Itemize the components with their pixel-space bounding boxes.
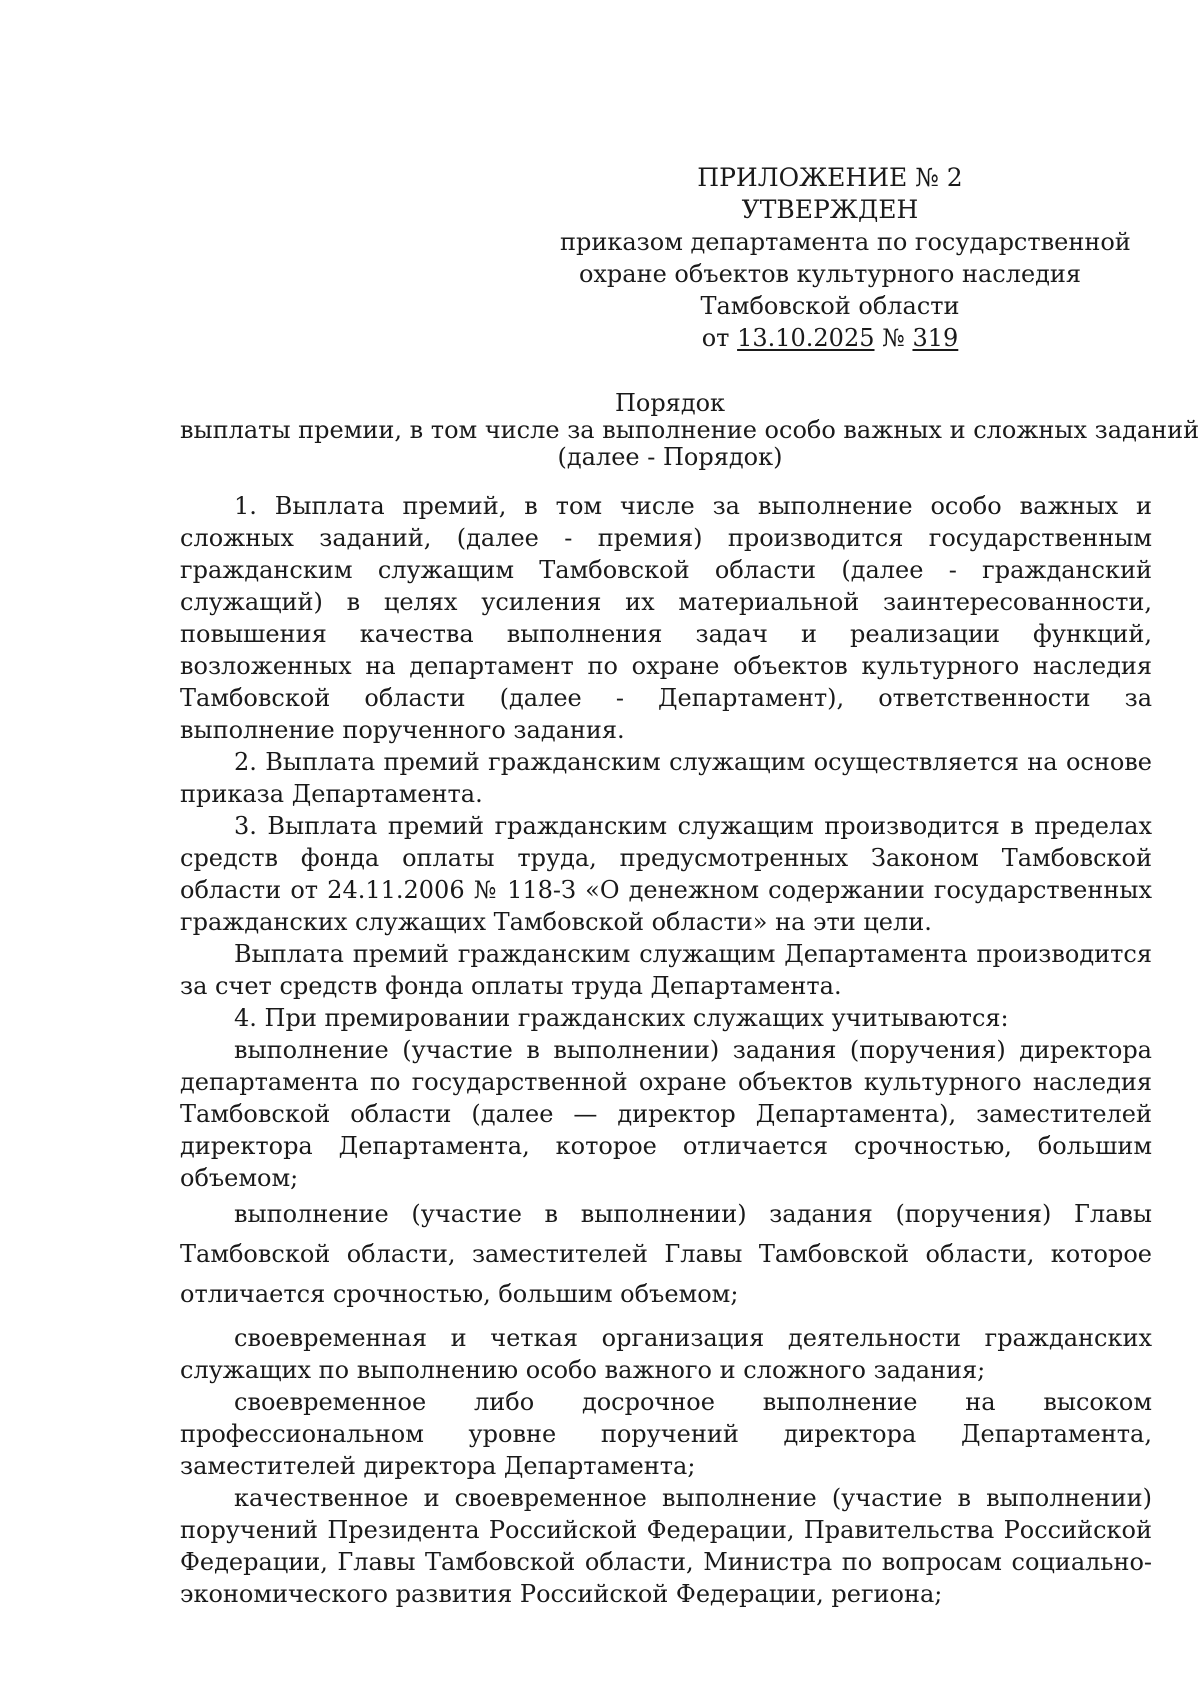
title-word: Порядок bbox=[614, 389, 726, 417]
criterion-organization: своевременная и четкая организация деятельности гражданских служащих по выполнению особо важного и сложного задания; bbox=[180, 1324, 1152, 1384]
number-prefix: № bbox=[874, 324, 913, 352]
appendix-label: ПРИЛОЖЕНИЕ № 2 bbox=[697, 163, 963, 192]
approved-label: УТВЕРЖДЕН bbox=[741, 195, 919, 224]
title-line-3: (далее - Порядок) bbox=[557, 443, 783, 471]
title-line-2: выплаты премии, в том числе за выполнение особо важных и сложных заданий bbox=[180, 416, 1200, 444]
paragraph-3-funding: Выплата премий гражданским служащим Департамента производится за счет средств фонда оплаты труда Департамента. bbox=[180, 940, 1152, 1000]
document-title bbox=[180, 389, 1200, 471]
order-date: 13.10.2025 bbox=[737, 324, 875, 352]
document-body bbox=[180, 490, 1152, 1610]
order-date-line bbox=[560, 322, 1100, 354]
order-line-2: охране объектов культурного наследия bbox=[578, 260, 1082, 288]
paragraph-1: 1. Выплата премий, в том числе за выполнение особо важных и сложных заданий, (далее - премия) производится государственным гражданским служащим Тамбовской области (далее - гражданский служащий) в целях усиления их материальной заинтересованности, повышения качества выполнения задач и реализации функций, возложенных на департамент по охране объектов культурного наследия Тамбовской области (далее - Департамент), ответственности за выполнение порученного задания. bbox=[180, 492, 1152, 744]
paragraph-4: 4. При премировании гражданских служащих учитываются: bbox=[234, 1004, 1009, 1032]
criterion-president-orders: качественное и своевременное выполнение (участие в выполнении) поручений Президента Российской Федерации, Правительства Российской Федерации, Главы Тамбовской области, Министра по вопросам социально-экономического развития Российской Федерации, региона; bbox=[180, 1484, 1152, 1608]
criterion-timely-execution: своевременное либо досрочное выполнение на высоком профессиональном уровне поручений директора Департамента, заместителей директора Департамента; bbox=[180, 1388, 1152, 1480]
approval-header bbox=[560, 162, 1131, 354]
order-number: 319 bbox=[912, 324, 959, 352]
order-line-1: приказом департамента по государственной bbox=[560, 228, 1131, 256]
order-line-3: Тамбовской области bbox=[700, 292, 960, 320]
criterion-director-task: выполнение (участие в выполнении) задания (поручения) директора департамента по государственной охране объектов культурного наследия Тамбовской области (далее — директор Департамента), заместителей директора Департамента, которое отличается срочностью, большим объемом; bbox=[180, 1036, 1152, 1192]
paragraph-3: 3. Выплата премий гражданским служащим производится в пределах средств фонда оплаты труда, предусмотренных Законом Тамбовской области от 24.11.2006 № 118-З «О денежном содержании государственных гражданских служащих Тамбовской области» на эти цели. bbox=[180, 812, 1152, 936]
criterion-governor-task: выполнение (участие в выполнении) задания (поручения) Главы Тамбовской области, заместителей Главы Тамбовской области, которое отличается срочностью, большим объемом; bbox=[180, 1200, 1152, 1308]
date-prefix: от bbox=[701, 324, 738, 352]
paragraph-2: 2. Выплата премий гражданским служащим осуществляется на основе приказа Департамента. bbox=[180, 748, 1152, 808]
